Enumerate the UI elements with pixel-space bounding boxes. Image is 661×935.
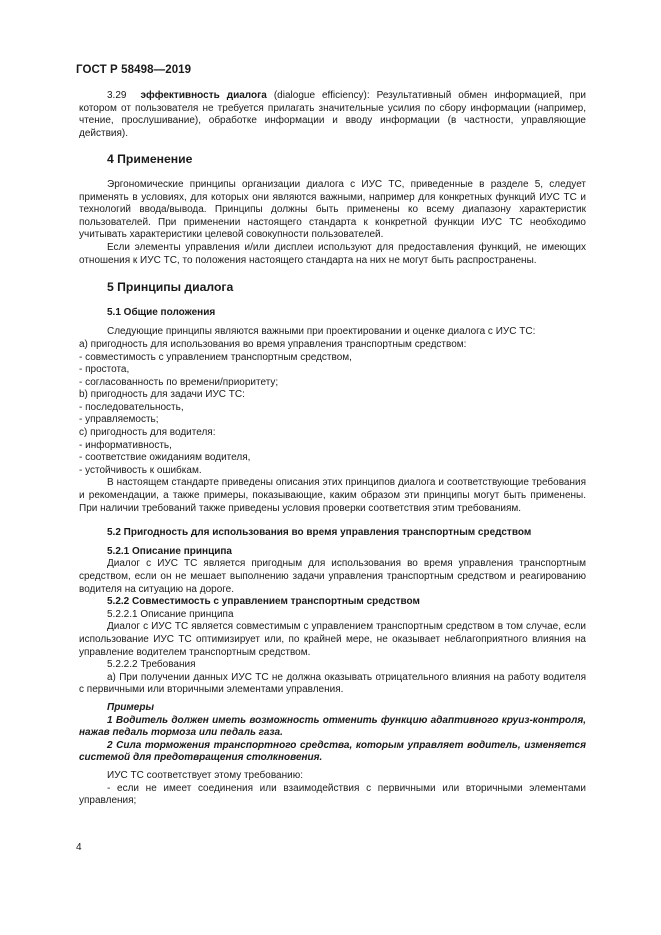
- list-item: - простота,: [79, 364, 130, 376]
- section-5-1-intro: Следующие принципы являются важными при проектировании и оценке диалога с ИУС ТС:: [107, 326, 536, 338]
- list-item: - управляемость;: [79, 414, 159, 426]
- standard-header: ГОСТ Р 58498—2019: [76, 64, 192, 76]
- section-5-2-2-title: 5.2.2 Совместимость с управлением транспортным средством: [107, 596, 420, 608]
- section-5-2-2-1-text: Диалог с ИУС ТС является совместимым с управлением транспортным средством в том случае, если использование ИУС ТС оптимизирует или, по крайней мере, не оказывает неблагоприятного влияния на управление водителем транспортным средством.: [79, 621, 586, 658]
- section-4-paragraph-2: Если элементы управления и/или дисплеи используют для предоставления функций, не имеющих отношения к ИУС ТС, то положения настоящего стандарта на них не могут быть распространены.: [79, 241, 586, 266]
- section-5-1-outro: В настоящем стандарте приведены описания этих принципов диалога и соответствующие требования и рекомендации, а также примеры, показывающие, каким образом эти принципы могут быть применены. При наличии требований также приведены условия проверки соответствия этим требованиям.: [79, 477, 586, 514]
- list-item: а) пригодность для использования во время управления транспортным средством:: [79, 338, 467, 350]
- example-1: 1 Водитель должен иметь возможность отменить функцию адаптивного круиз-контроля, нажав педаль тормоза или педаль газа.: [79, 714, 586, 739]
- principles-list: [79, 339, 586, 478]
- compliance-item: - если не имеет соединения или взаимодействия с первичными или вторичными элементами управления;: [79, 782, 586, 807]
- list-item: - последовательность,: [79, 401, 184, 413]
- list-item: - согласованность по времени/приоритету;: [79, 376, 279, 388]
- section-4-title: 4 Применение: [107, 152, 193, 167]
- definition-number: 3.29: [107, 90, 127, 101]
- definition-text: (dialogue efficiency): Результативный обмен информацией, при котором от пользователя не требуется прилагать значительные усилия по сбору информации (например, чтение, прослушивание), обработке информации и вводу информации (в частности, управляющие действия).: [79, 90, 586, 139]
- page-number: 4: [76, 842, 82, 853]
- section-5-2-1-text: Диалог с ИУС ТС является пригодным для использования во время управления транспортным средством, если он не мешает выполнению задачи управления транспортным средством и реагированию водителя на ситуацию на дороге.: [79, 558, 586, 595]
- example-2: 2 Сила торможения транспортного средства, которым управляет водитель, изменяется системой для предотвращения столкновения.: [79, 739, 586, 764]
- examples-title: Примеры: [107, 701, 155, 713]
- section-5-2-2-2-text: а) При получении данных ИУС ТС не должна оказывать отрицательного влияния на работу водителя с первичными или вторичными элементами управления.: [79, 671, 586, 696]
- section-5-2-1-title: 5.2.1 Описание принципа: [107, 545, 232, 557]
- list-item: - соответствие ожиданиям водителя,: [79, 452, 251, 464]
- section-5-2-2-1-title: 5.2.2.1 Описание принципа: [107, 608, 234, 620]
- section-5-title: 5 Принципы диалога: [107, 280, 234, 295]
- list-item: - устойчивость к ошибкам.: [79, 464, 202, 476]
- section-5-2-2-2-title: 5.2.2.2 Требования: [107, 659, 196, 671]
- list-item: - информативность,: [79, 439, 172, 451]
- list-item: c) пригодность для водителя:: [79, 427, 216, 439]
- section-4-paragraph-1: Эргономические принципы организации диалога с ИУС ТС, приведенные в разделе 5, следует применять в условиях, для которых они являются важными, например для конкретных функций ИУС ТС и технологий ввода/вывода. Принципы должны быть применены ко всему диапазону характеристик пользователей. При применении настоящего стандарта к конкретной функции ИУС ТС необходимо учитывать характеристики целевой совокупности пользователей.: [79, 178, 586, 241]
- compliance-text: ИУС ТС соответствует этому требованию:: [107, 769, 303, 781]
- page-content: [79, 90, 586, 808]
- section-5-2-title: 5.2 Пригодность для использования во время управления транспортным средством: [107, 527, 532, 539]
- definition-3-29: [79, 90, 586, 140]
- list-item: b) пригодность для задачи ИУС ТС:: [79, 389, 245, 401]
- list-item: - совместимость с управлением транспортным средством,: [79, 351, 352, 363]
- definition-term: эффективность диалога: [140, 90, 267, 101]
- section-5-1-title: 5.1 Общие положения: [107, 306, 216, 318]
